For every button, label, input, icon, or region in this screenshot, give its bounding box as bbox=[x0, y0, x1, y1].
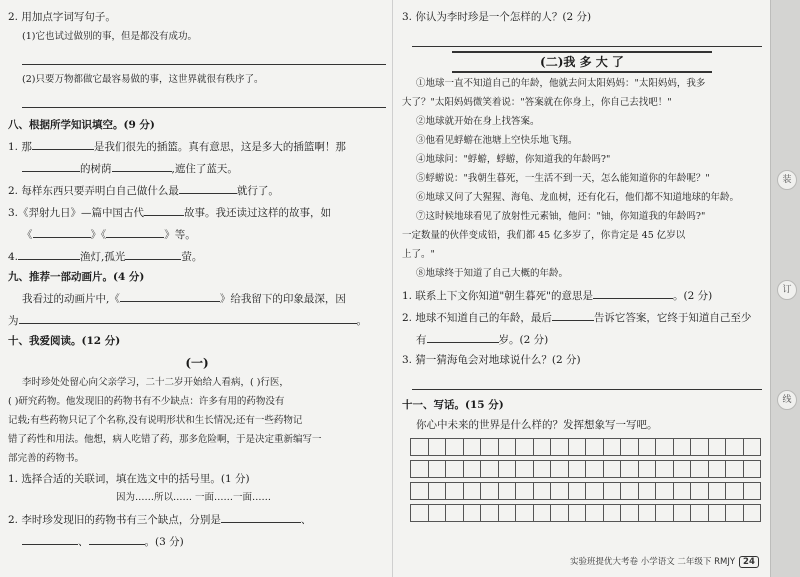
grid-row[interactable] bbox=[410, 482, 762, 500]
binding-hole: 装 bbox=[777, 170, 797, 190]
fill-blank[interactable] bbox=[22, 533, 78, 545]
answer-line bbox=[412, 377, 762, 390]
passage-2-line: 上了。" bbox=[402, 249, 435, 260]
binding-hole: 线 bbox=[777, 390, 797, 410]
passage-2-line: 大了？"太阳妈妈微笑着说："答案就在你身上，你自己去找吧！" bbox=[402, 97, 672, 108]
grid-row[interactable] bbox=[410, 438, 762, 456]
section-10-title: 十、我爱阅读。(12 分) bbox=[8, 335, 121, 347]
passage-2-q3: 3. 猜一猜海龟会对地球说什么？(2 分) bbox=[402, 354, 581, 366]
q2-title: 2. 用加点字词写句子。 bbox=[8, 11, 116, 23]
binding-hole: 订 bbox=[777, 280, 797, 300]
writing-grid[interactable] bbox=[402, 438, 762, 522]
fill-blank[interactable] bbox=[22, 160, 80, 172]
passage-2-line: ③他看见蜉蝣在池塘上空快乐地飞翔。 bbox=[416, 135, 578, 146]
passage-2-line: 一定数量的伙伴变成铅，我们都 45 亿多岁了，你肯定是 45 亿岁以 bbox=[402, 230, 686, 241]
reading-q1: 1. 选择合适的关联词，填在选文中的括号里。(1 分) bbox=[8, 473, 250, 485]
fill-blank[interactable] bbox=[144, 204, 184, 216]
footer-text: 实验班提优大考卷 小学语文 二年级下 RMJY bbox=[570, 557, 736, 567]
fill-blank[interactable] bbox=[32, 138, 94, 150]
reading-q3: 3. 你认为李时珍是一个怎样的人？(2 分) bbox=[402, 11, 592, 23]
fill-blank[interactable] bbox=[179, 182, 237, 194]
passage-1-line: 部完善的药物书。 bbox=[8, 453, 85, 464]
passage-2-line: ①地球一直不知道自己的年龄，他就去问太阳妈妈："太阳妈妈，我多 bbox=[416, 78, 706, 89]
section-9-title: 九、推荐一部动画片。(4 分) bbox=[8, 271, 145, 283]
fill-blank[interactable] bbox=[120, 290, 220, 302]
section-11-prompt: 你心中未来的世界是什么样的？发挥想象写一写吧。 bbox=[416, 419, 658, 431]
fill-blank[interactable] bbox=[112, 160, 172, 172]
s8-item-4: 4. 渔灯,孤光 萤。 bbox=[8, 248, 386, 264]
fill-blank[interactable] bbox=[19, 312, 357, 324]
passage-1-line: 记载;有些药物只记了个名称,没有说明形状和生长情况;还有一些药物记 bbox=[8, 415, 303, 426]
passage-2-line: ⑥地球又问了大猩猩、海龟、龙血树，还有化石，他们都不知道地球的年龄。 bbox=[416, 192, 740, 203]
passage-2-line: ⑧地球终于知道了自己大概的年龄。 bbox=[416, 268, 569, 279]
answer-line bbox=[412, 34, 762, 47]
reading-q2: 2. 李时珍发现旧的药物书有三个缺点，分别是 、 bbox=[8, 511, 386, 527]
passage-2-q2-cont: 有 岁。(2 分) bbox=[402, 331, 762, 347]
passage-2-title: (二)我 多 大 了 bbox=[452, 51, 712, 73]
s8-item-1: 1. 那 是我们很先的插篮。真有意思，这是多大的插篮啊！那 bbox=[8, 138, 386, 154]
reading-q2-cont: 、 。(3 分) bbox=[8, 533, 386, 549]
passage-2-q1: 1. 联系上下文你知道"朝生暮死"的意思是 。(2 分) bbox=[402, 287, 762, 303]
passage-1-line: 错了药性和用法。他想，病人吃错了药，那多危险啊，于是决定重新编写一 bbox=[8, 434, 322, 445]
passage-1-title: (一) bbox=[185, 356, 209, 370]
grid-row[interactable] bbox=[410, 460, 762, 478]
s8-item-2: 2. 每样东西只要弄明白自己做什么最 就行了。 bbox=[8, 182, 386, 198]
fill-blank[interactable] bbox=[125, 248, 181, 260]
section-11-title: 十一、写话。(15 分) bbox=[402, 399, 504, 411]
passage-2-line: ④地球问："蜉蝣，蜉蝣，你知道我的年龄吗?" bbox=[416, 154, 611, 165]
s8-item-1-cont: 的树荫 ,遮住了蓝天。 bbox=[8, 160, 386, 176]
page-footer bbox=[570, 555, 759, 568]
passage-1-line: 李时珍处处留心向父亲学习，二十二岁开始给人看病，( )行医， bbox=[22, 377, 289, 388]
passage-1-line: ( )研究药物。他发现旧的药物书有不少缺点：许多有用的药物没有 bbox=[8, 396, 285, 407]
section-8-title: 八、根据所学知识填空。(9 分) bbox=[8, 119, 155, 131]
passage-2-line: ⑤蜉蝣说："我朝生暮死，一生活不到一天，怎么能知道你的年龄呢？" bbox=[416, 173, 710, 184]
answer-line bbox=[22, 95, 386, 108]
fill-blank[interactable] bbox=[106, 226, 164, 238]
q2-sentence-2: (2)只要万物都做它最容易做的事，这世界就很有秩序了。 bbox=[22, 74, 264, 85]
fill-blank[interactable] bbox=[18, 248, 80, 260]
passage-2-q2: 2. 地球不知道自己的年龄，最后 告诉它答案，它终于知道自己至少 bbox=[402, 309, 762, 325]
fill-blank[interactable] bbox=[89, 533, 145, 545]
s8-item-3: 3.《羿射九日》—篇中国古代 故事。我还读过这样的故事，如 bbox=[8, 204, 386, 220]
grid-row[interactable] bbox=[410, 504, 762, 522]
right-page bbox=[402, 8, 762, 526]
passage-2-line: ⑦这时候地球看见了放射性元素铀，他问："铀，你知道我的年龄吗?" bbox=[416, 211, 706, 222]
fill-blank[interactable] bbox=[427, 331, 499, 343]
s8-item-3-cont: 《 》《 》等。 bbox=[8, 226, 386, 242]
reading-q1-options: 因为……所以…… 一面……一面…… bbox=[116, 492, 272, 503]
fill-blank[interactable] bbox=[33, 226, 91, 238]
fill-blank[interactable] bbox=[221, 511, 301, 523]
fill-blank[interactable] bbox=[593, 287, 673, 299]
fill-blank[interactable] bbox=[552, 309, 594, 321]
answer-line bbox=[22, 52, 386, 65]
page-number: 24 bbox=[739, 556, 759, 568]
page-divider bbox=[392, 0, 393, 577]
left-page bbox=[8, 8, 386, 549]
passage-2-line: ②地球就开始在身上找答案。 bbox=[416, 116, 540, 127]
s9-line-2: 为 。 bbox=[8, 312, 386, 328]
q2-sentence-1: (1)它也试过做别的事，但是都没有成功。 bbox=[22, 31, 197, 42]
s9-line-1: 我看过的动画片中,《 》给我留下的印象最深，因 bbox=[8, 290, 386, 306]
